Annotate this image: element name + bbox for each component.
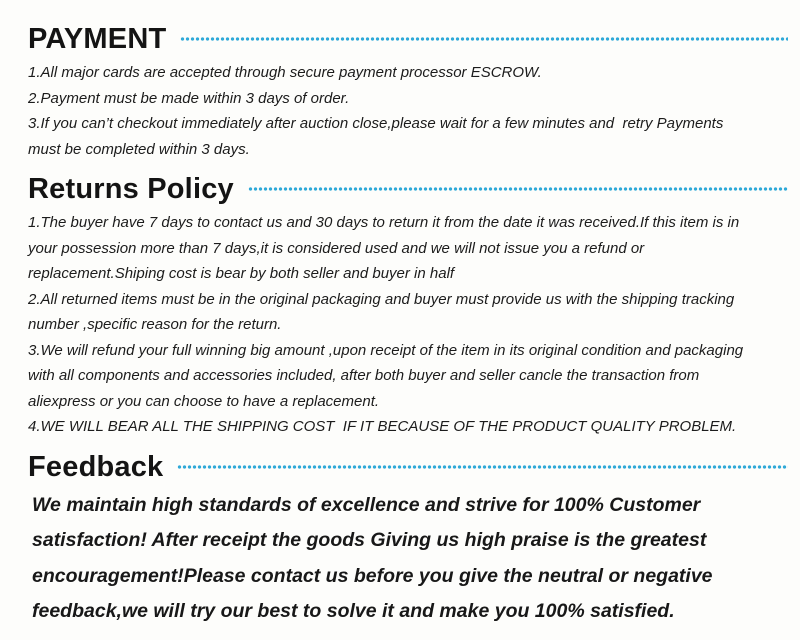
- returns-policy-content: [28, 210, 788, 440]
- feedback-header: [28, 450, 788, 484]
- returns-policy-header: [28, 172, 788, 206]
- payment-title: PAYMENT: [28, 23, 167, 55]
- dotted-divider: [177, 464, 788, 470]
- section-payment: [28, 22, 788, 162]
- returns-policy-title: Returns Policy: [28, 173, 234, 205]
- payment-item-1: 1.All major cards are accepted through secure payment processor ESCROW.: [28, 64, 542, 81]
- payment-content: [28, 60, 788, 162]
- dotted-divider: [248, 186, 788, 192]
- returns-item-1: 1.The buyer have 7 days to contact us and 30 days to return it from the date it was received.If this item is in your possession more than 7 days,it is considered used and we will not issue you a refund or replacement.Shiping cost is bear by both seller and buyer in half: [28, 214, 744, 282]
- feedback-paragraph: We maintain high standards of excellence and strive for 100% Customer satisfaction! After receipt the goods Giving us high praise is the greatest encouragement!Please contact us before you give the neutral or negative feedback,we will try our best to solve it and make you 100% satisfied.: [32, 493, 718, 622]
- payment-header: [28, 22, 788, 56]
- feedback-title: Feedback: [28, 450, 164, 483]
- section-feedback: [28, 450, 788, 630]
- payment-item-3: 3.If you can’t checkout immediately after auction close,please wait for a few minutes and retry Payments must be completed within 3 days.: [28, 115, 728, 158]
- returns-item-2: 2.All returned items must be in the original packaging and buyer must provide us with the shipping tracking number ,specific reason for the return.: [28, 290, 739, 333]
- feedback-content: [28, 488, 788, 630]
- returns-item-4: 4.WE WILL BEAR ALL THE SHIPPING COST IF IT BECAUSE OF THE PRODUCT QUALITY PROBLEM.: [28, 418, 737, 435]
- returns-item-3: 3.We will refund your full winning big amount ,upon receipt of the item in its original condition and packaging with all components and accessories included, after both buyer and seller cancle the transaction from aliexpress or you can choose to have a replacement.: [28, 341, 748, 410]
- payment-item-2: 2.Payment must be made within 3 days of order.: [28, 89, 350, 107]
- dotted-divider: [180, 36, 788, 42]
- section-returns-policy: [28, 172, 788, 440]
